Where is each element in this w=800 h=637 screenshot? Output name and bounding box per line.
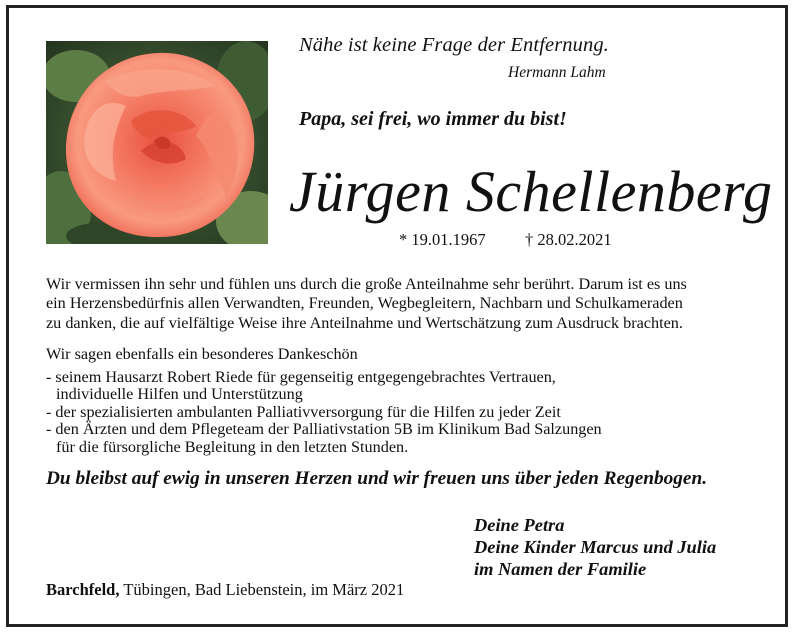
paragraph-line: zu danken, die auf vielfältige Weise ihre Anteilnahme und Wertschätzung zum Ausdruck brachten.: [46, 313, 683, 332]
rose-photo: [46, 41, 268, 244]
paragraph-line: ein Herzensbedürfnis allen Verwandten, Freunden, Wegbegleitern, Nachbarn und Schulkameraden: [46, 294, 683, 313]
motto-line: Papa, sei frei, wo immer du bist!: [299, 108, 567, 130]
birth-date: * 19.01.1967: [399, 230, 486, 249]
place-and-date: [46, 580, 404, 600]
place-rest: Tübingen, Bad Liebenstein, im März 2021: [119, 580, 405, 599]
list-item: - den Ärzten und dem Pflegeteam der Palliativstation 5B im Klinikum Bad Salzungen: [46, 420, 602, 439]
quote-text: Nähe ist keine Frage der Entfernung.: [299, 34, 609, 56]
signature-block: [474, 514, 716, 580]
death-date: † 28.02.2021: [525, 230, 612, 249]
deceased-name: Jürgen Schellenberg: [289, 159, 773, 224]
place-town: Barchfeld,: [46, 580, 120, 599]
closing-line: Du bleibst auf ewig in unseren Herzen und wir freuen uns über jeden Regenbogen.: [46, 468, 708, 489]
thanks-list: [46, 369, 602, 456]
paragraph-line: Wir vermissen ihn sehr und fühlen uns durch die große Anteilnahme sehr berührt. Darum ist es uns: [46, 275, 687, 293]
thanks-intro: Wir sagen ebenfalls ein besonderes Dankeschön: [46, 345, 358, 363]
signature-line: im Namen der Familie: [474, 559, 647, 579]
gratitude-paragraph: [46, 275, 766, 333]
list-item-continuation: für die fürsorgliche Begleitung in den letzten Stunden.: [56, 437, 409, 456]
list-item: - der spezialisierten ambulanten Palliativversorgung für die Hilfen zu jeder Zeit: [46, 402, 561, 421]
quote-author: Hermann Lahm: [508, 64, 606, 81]
rose-image: [46, 41, 268, 244]
list-item: - seinem Hausarzt Robert Riede für gegenseitig entgegengebrachtes Vertrauen,: [46, 368, 556, 386]
signature-line: Deine Kinder Marcus und Julia: [474, 537, 717, 557]
signature-line: Deine Petra: [474, 515, 565, 535]
list-item-continuation: individuelle Hilfen und Unterstützung: [56, 385, 303, 404]
